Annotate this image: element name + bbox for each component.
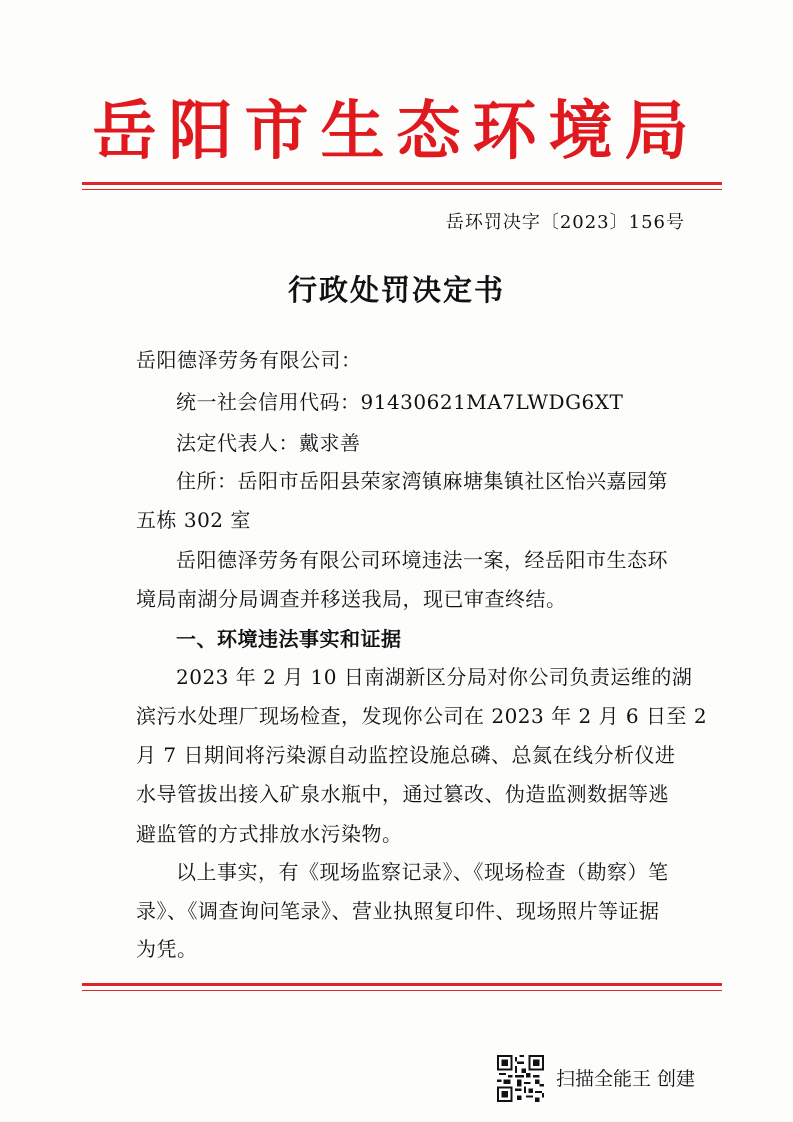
facts-line-1: 2023 年 2 月 10 日南湖新区分局对你公司负责运维的湖: [176, 665, 693, 689]
address-line-1: 住所：岳阳市岳阳县荣家湾镇麻塘集镇社区怡兴嘉园第: [176, 469, 668, 493]
agency-title: 岳阳市生态环境局: [92, 95, 701, 169]
section-heading: 一、环境违法事实和证据: [176, 627, 402, 651]
credit-code: 统一社会信用代码：91430621MA7LWDG6XT: [176, 390, 624, 414]
scanner-watermark: 扫描全能王 创建: [556, 1068, 696, 1090]
document-number: 岳环罚决字〔2023〕156号: [445, 212, 685, 233]
header-rule-thin: [82, 189, 722, 190]
intro-line-2: 境局南湖分局调查并移送我局，现已审查终结。: [136, 587, 567, 611]
qr-code-icon: [497, 1055, 544, 1102]
address-line-2: 五栋 302 室: [136, 508, 251, 532]
facts-line-4: 水导管拔出接入矿泉水瓶中，通过篡改、伪造监测数据等逃: [136, 782, 669, 806]
evidence-line-3: 为凭。: [136, 937, 198, 961]
evidence-line-1: 以上事实，有《现场监察记录》、《现场检查（勘察）笔: [176, 860, 669, 884]
footer-rule-thick: [82, 983, 722, 986]
intro-line-1: 岳阳德泽劳务有限公司环境违法一案，经岳阳市生态环: [176, 548, 668, 572]
header-rule-thick: [82, 182, 722, 185]
footer-rule-thin: [82, 990, 722, 991]
facts-line-3: 月 7 日期间将污染源自动监控设施总磷、总氮在线分析仪进: [136, 743, 676, 767]
facts-line-2: 滨污水处理厂现场检查，发现你公司在 2023 年 2 月 6 日至 2: [136, 704, 708, 728]
facts-line-5: 避监管的方式排放水污染物。: [136, 822, 403, 846]
evidence-line-2: 录》、《调查询问笔录》、营业执照复印件、现场照片等证据: [136, 899, 660, 923]
document-title: 行政处罚决定书: [287, 273, 505, 307]
recipient: 岳阳德泽劳务有限公司：: [136, 348, 362, 372]
legal-representative: 法定代表人：戴求善: [176, 431, 361, 455]
